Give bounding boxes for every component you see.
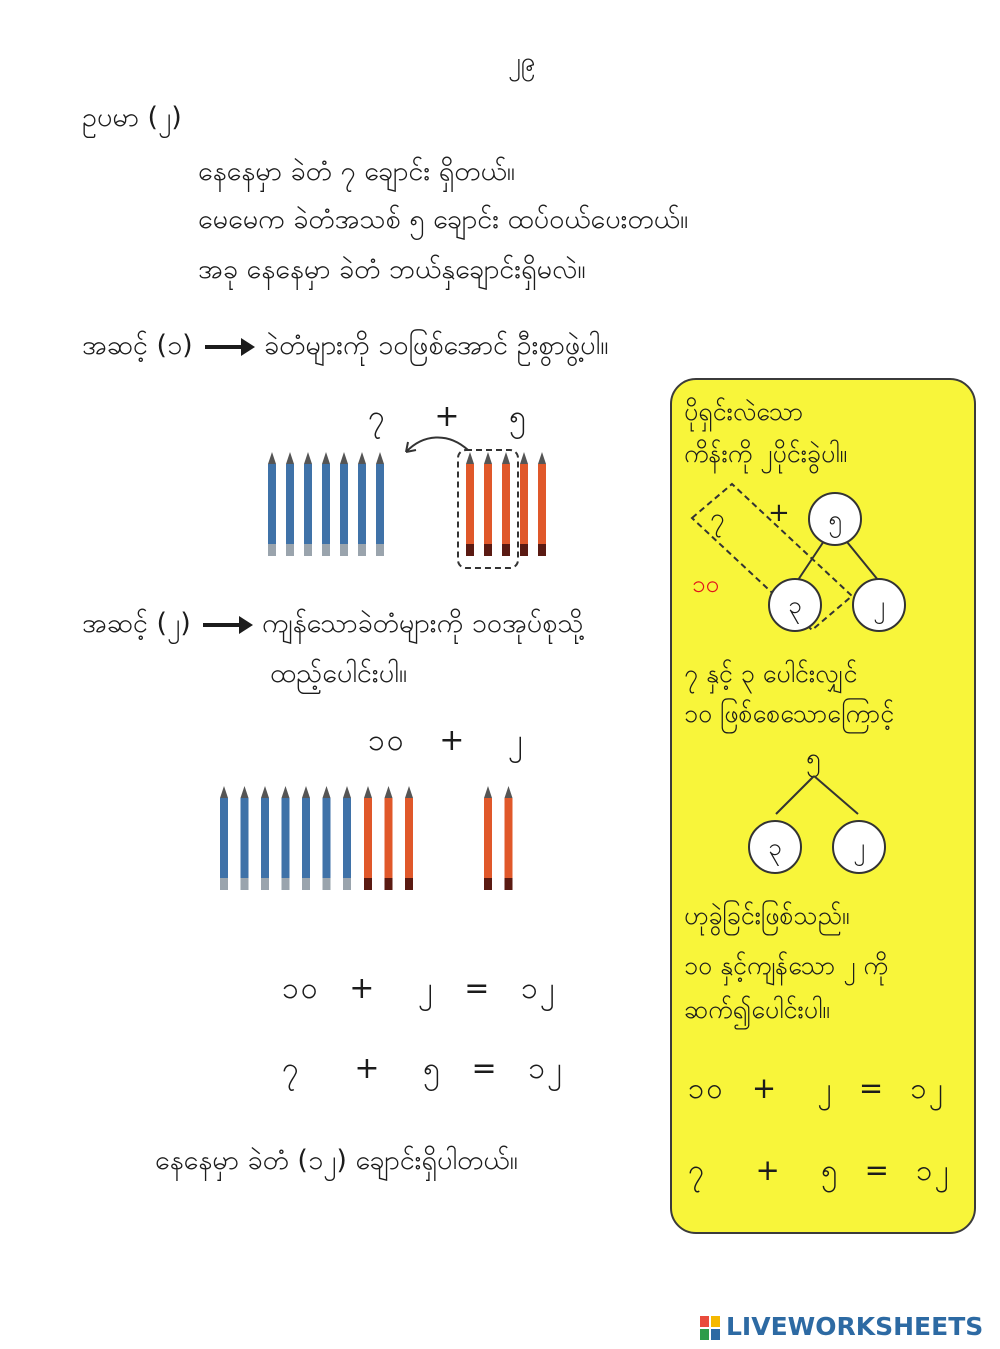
hint-explain-2: ၁၀ ဖြစ်စေသောကြောင့် [684, 699, 895, 728]
problem-line-3: အခု နေနေမှာ ခဲတံ ဘယ်နှချောင်းရှိမလဲ။ [198, 254, 586, 285]
hint-eq2-op: + [755, 1153, 782, 1187]
eq2-equals: = [471, 1051, 499, 1086]
step2-pencil-illustration [214, 784, 534, 894]
example-title: ဥပမာ (၂) [82, 102, 182, 133]
step1-expr-b: ၅ [509, 399, 528, 434]
page-number: ၂၉ [508, 47, 536, 77]
hint-line-2: ကိန်းကို ၂ပိုင်းခွဲပါ။ [684, 439, 848, 468]
hint-line-1: ပိုရှင်းလဲသော [684, 397, 804, 426]
hint-explain-3: ဟုခွဲခြင်းဖြစ်သည်။ [684, 901, 850, 930]
orange-pencil [405, 786, 413, 890]
blue-pencil [358, 452, 366, 556]
tree2-child-circle-2: ၂ [832, 820, 886, 874]
blue-pencil [322, 452, 330, 556]
tree-root-circle: ၅ [808, 492, 862, 546]
blue-pencil [220, 786, 228, 890]
tree2-lines [672, 770, 972, 820]
step2-text-line2: ထည့်ပေါင်းပါ။ [270, 658, 408, 689]
step2-row [82, 606, 583, 646]
hint-equation-2 [688, 1152, 951, 1195]
hint-equation-1 [688, 1070, 945, 1113]
answer-sentence: နေနေမှာ ခဲတံ (၁၂) ချောင်းရှိပါတယ်။ [155, 1145, 518, 1176]
step1-pencil-illustration [258, 430, 568, 570]
hint-explain-4: ၁၀ နှင့်ကျန်သော ၂ ကို [684, 951, 888, 980]
hint-box [670, 378, 976, 1234]
eq1-equals: = [464, 971, 492, 1006]
step1-expr-op: + [434, 399, 462, 434]
orange-pencil [466, 452, 474, 556]
blue-pencil [343, 786, 351, 890]
arrow-right-icon [203, 623, 249, 627]
ten-label: ၁၀ [692, 570, 719, 598]
hint-eq2-a: ၇ [688, 1153, 707, 1187]
watermark-text: LIVEWORKSHEETS [726, 1312, 984, 1341]
step2-expr-op: + [439, 723, 467, 758]
hint-eq1-equals: = [858, 1071, 886, 1105]
step2-expression [368, 720, 525, 765]
tree2-root: ၅ [806, 743, 821, 773]
eq2-op: + [354, 1051, 382, 1086]
arrow-right-icon [205, 345, 251, 349]
tree-child-circle-2: ၂ [852, 578, 906, 632]
eq2-b: ၅ [423, 1051, 442, 1086]
problem-line-1: နေနေမှာ ခဲတံ ၇ ချောင်း ရှိတယ်။ [198, 156, 515, 187]
orange-pencil [505, 786, 513, 890]
blue-pencil [323, 786, 331, 890]
orange-pencil [364, 786, 372, 890]
problem-line-2: မေမေက ခဲတံအသစ် ၅ ချောင်း ထပ်ဝယ်ပေးတယ်။ [198, 204, 689, 235]
step2-text-line1: ကျန်သောခဲတံများကို ၁၀အုပ်စုသို့ [261, 608, 584, 639]
hint-eq1-b: ၂ [817, 1071, 834, 1105]
eq2-a: ၇ [282, 1051, 301, 1086]
blue-pencil [241, 786, 249, 890]
eq2-result: ၁၂ [528, 1051, 564, 1086]
hint-explain-1: ၇ နှင့် ၃ ပေါင်းလျှင် [684, 659, 858, 688]
tree-left-number: ၇ [710, 503, 725, 533]
eq1-result: ၁၂ [520, 971, 557, 1006]
orange-pencil [520, 452, 528, 556]
blue-pencil [340, 452, 348, 556]
step1-label: အဆင့် (၁) [82, 330, 193, 361]
step2-label: အဆင့် (၂) [82, 608, 191, 639]
blue-pencil [261, 786, 269, 890]
step2-expr-b: ၂ [507, 723, 525, 758]
eq1-op: + [349, 971, 377, 1006]
hint-eq1-op: + [751, 1071, 779, 1105]
hint-eq2-equals: = [864, 1153, 891, 1187]
step1-expr-a: ၇ [368, 399, 387, 434]
orange-pencil [385, 786, 393, 890]
tree2-child-circle-1: ၃ [748, 820, 802, 874]
hint-explain-5: ဆက်၍ပေါင်းပါ။ [684, 995, 830, 1024]
step1-text: ခဲတံများကို ၁၀ဖြစ်အောင် ဦးစွာဖွဲ့ပါ။ [263, 330, 609, 361]
blue-pencil [302, 786, 310, 890]
step1-row [82, 328, 608, 368]
eq1-b: ၂ [417, 971, 435, 1006]
tree-child-circle-1: ၃ [768, 578, 822, 632]
blue-pencil [286, 452, 294, 556]
blue-pencil [268, 452, 276, 556]
orange-pencil [538, 452, 546, 556]
logo-icon [700, 1316, 720, 1340]
orange-pencil [502, 452, 510, 556]
hint-eq1-a: ၁၀ [688, 1071, 725, 1105]
liveworksheets-logo [700, 1312, 983, 1341]
blue-pencil [376, 452, 384, 556]
step2-expr-a: ၁၀ [368, 723, 406, 758]
equation-2 [282, 1048, 564, 1093]
orange-pencil [484, 452, 492, 556]
blue-pencil [304, 452, 312, 556]
hint-eq1-result: ၁၂ [910, 1071, 945, 1105]
blue-pencil [282, 786, 290, 890]
equation-1 [282, 968, 557, 1013]
hint-eq2-b: ၅ [821, 1153, 840, 1187]
hint-eq2-result: ၁၂ [916, 1153, 951, 1187]
orange-pencil [484, 786, 492, 890]
eq1-a: ၁၀ [282, 971, 320, 1006]
tree-plus: + [768, 498, 790, 528]
